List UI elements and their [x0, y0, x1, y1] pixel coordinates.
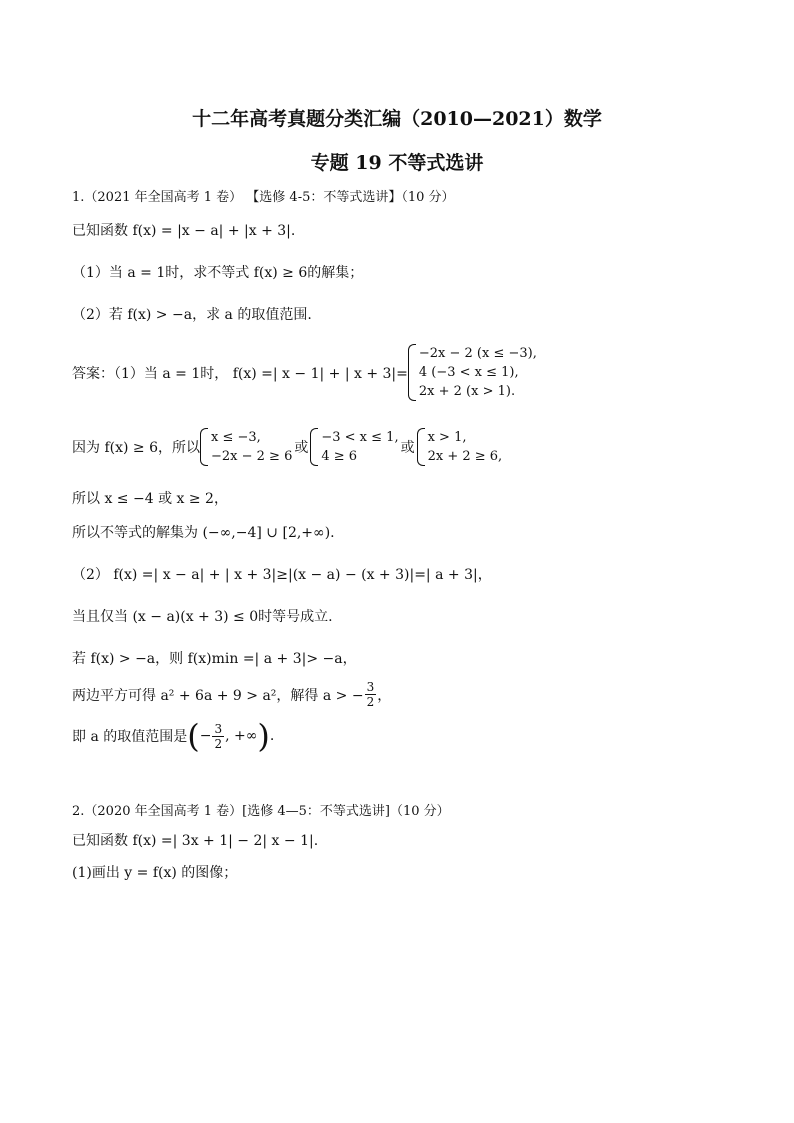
because-text: 因为 f(x) ≥ 6，所以 — [72, 440, 200, 456]
system-row: 2x + 2 ≥ 6, — [427, 449, 503, 464]
q1-p2-line-4 — [72, 680, 391, 709]
piece-row: −2x − 2 (x ≤ −3), — [418, 346, 537, 361]
q1-heading: 1.（2021 年全国高考 1 卷） 【选修 4-5：不等式选讲】（10 分） — [72, 190, 455, 205]
piece-row: 4 (−3 < x ≤ 1), — [418, 365, 519, 380]
system-row: 4 ≥ 6 — [321, 449, 358, 464]
range-interval: ( − $\frac{3}{2}$ , +∞ ) — [187, 717, 270, 755]
q1-so-line-2: 所以不等式的解集为 (−∞,−4] ∪ [2,+∞). — [72, 525, 335, 541]
answer-prefix: 答案：（1）当 a = 1时， f(x) =| x − 1| + | x + 3|= — [72, 365, 408, 382]
system-row: −2x − 2 ≥ 6 — [211, 449, 293, 464]
piecewise-brace — [408, 344, 537, 401]
fraction — [365, 680, 377, 709]
page-subtitle: 专题 19 不等式选讲 — [310, 152, 484, 174]
q1-p2-line-1: （2） f(x) =| x − a| + | x + 3|≥|(x − a) − (x + 3)|=| a + 3|， — [72, 567, 492, 583]
system-2 — [310, 428, 398, 466]
q1-part2: （2）若 f(x) > −a，求 a 的取值范围. — [72, 307, 312, 323]
line5-end: . — [269, 728, 275, 744]
piece-row: 2x + 2 (x > 1). — [418, 384, 516, 399]
q2-heading: 2.（2020 年全国高考 1 卷）[选修 4—5：不等式选讲]（10 分） — [72, 804, 450, 819]
system-3 — [417, 428, 503, 466]
or-text: 或 — [400, 440, 415, 456]
q1-systems-line — [72, 428, 502, 466]
q1-answer-part1 — [72, 344, 537, 401]
or-text: 或 — [294, 440, 309, 456]
q2-stem: 已知函数 f(x) =| 3x + 1| − 2| x − 1|. — [72, 833, 319, 849]
q2-part1: (1)画出 y = f(x) 的图像； — [72, 865, 238, 881]
fraction-numerator: 3 — [214, 721, 223, 736]
q1-so-line-1: 所以 x ≤ −4 或 x ≥ 2， — [72, 491, 228, 507]
line4-end: ， — [377, 687, 392, 704]
q1-stem: 已知函数 f(x) = |x − a| + |x + 3|. — [72, 223, 296, 239]
fraction-numerator: 3 — [366, 680, 375, 694]
system-row: x ≤ −3, — [211, 430, 261, 445]
line4-text: 两边平方可得 a² + 6a + 9 > a²，解得 a > − — [72, 687, 364, 704]
q1-p2-line-2: 当且仅当 (x − a)(x + 3) ≤ 0时等号成立. — [72, 609, 333, 625]
fraction-denominator: 2 — [366, 695, 375, 709]
page-title: 十二年高考真题分类汇编（2010—2021）数学 — [192, 108, 602, 130]
range-minus: − — [199, 728, 212, 744]
line5-text: 即 a 的取值范围是 — [72, 729, 188, 745]
q1-p2-line-5 — [72, 717, 275, 755]
range-upper: , +∞ — [225, 728, 258, 744]
system-row: x > 1, — [427, 430, 467, 445]
system-1 — [200, 428, 292, 466]
range-fraction — [212, 722, 224, 751]
q1-p2-line-3: 若 f(x) > −a，则 f(x)min =| a + 3|> −a， — [72, 651, 357, 667]
system-row: −3 < x ≤ 1, — [321, 430, 399, 445]
q1-part1: （1）当 a = 1时，求不等式 f(x) ≥ 6的解集； — [72, 265, 364, 281]
fraction-denominator: 2 — [214, 736, 223, 751]
